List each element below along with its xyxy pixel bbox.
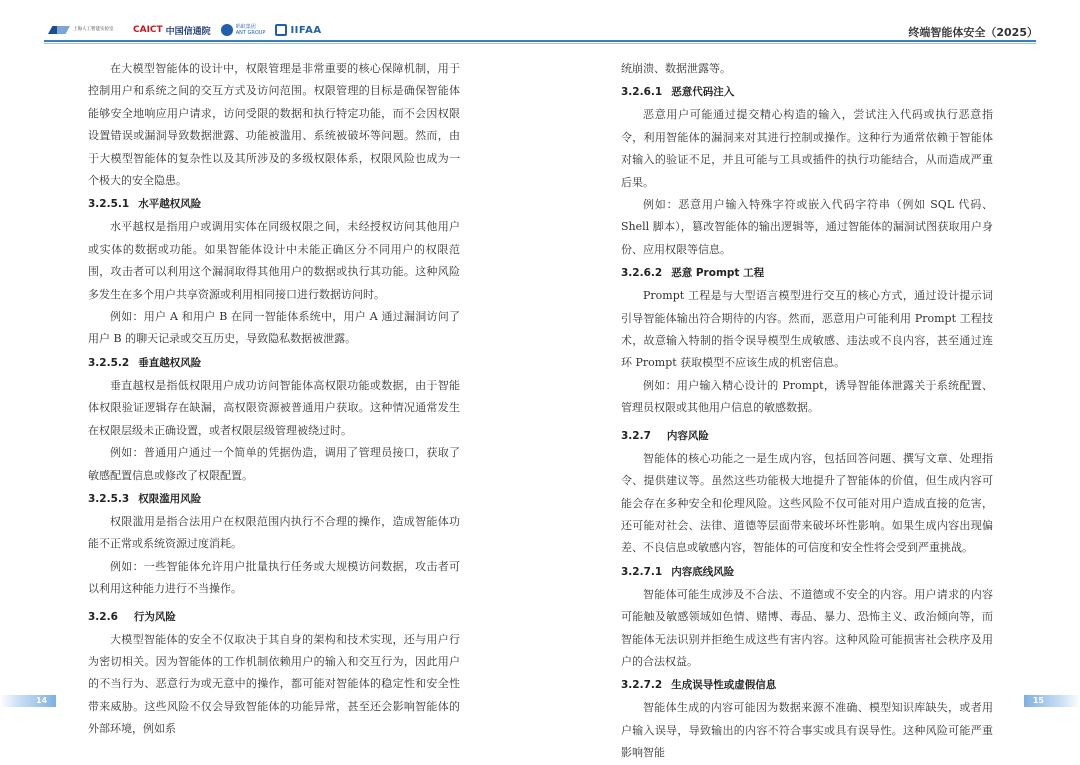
- ant-group-logo: [221, 24, 266, 36]
- footer-bar-left: [0, 695, 56, 707]
- paragraph: 在大模型智能体的设计中，权限管理是非常重要的核心保障机制，用于控制用户和系统之间的交互方式及访问范围。权限管理的目标是确保智能体能够安全地响应用户请求，访问受限的数据和执行特定功能，而不会因权限设置错误或漏洞导致数据泄露、功能被滥用、系统被破坏等问题。然而，由于大模型智能体的复杂性以及其所涉及的多级权限体系，权限风险也成为一个极大的安全隐患。: [88, 62, 460, 188]
- section-number: 3.2.7: [621, 429, 651, 442]
- section-number: 3.2.6.2: [621, 267, 663, 280]
- section-title: 恶意 Prompt 工程: [671, 267, 765, 280]
- paragraph-continued: 统崩溃、数据泄露等。: [621, 62, 731, 75]
- paragraph: 例如：用户输入精心设计的 Prompt，诱导智能体泄露关于系统配置、管理员权限或其他用户信息的敏感数据。: [621, 378, 993, 415]
- spacer: [88, 601, 460, 605]
- section-heading: [621, 262, 993, 285]
- caict-logo: [133, 24, 211, 37]
- paragraph: 例如：一些智能体允许用户批量执行任务或大规模访问数据，攻击者可以利用这种能力进行不当操作。: [88, 559, 460, 596]
- section-heading: [621, 674, 993, 697]
- section-number: 3.2.6.1: [621, 86, 663, 99]
- paragraph: 例如：用户 A 和用户 B 在同一智能体系统中，用户 A 通过漏洞访问了用户 B 的聊天记录或交互历史，导致隐私数据被泄露。: [88, 310, 460, 346]
- paragraph: Prompt 工程是与大型语言模型进行交互的核心方式，通过设计提示词引导智能体输出符合期待的内容。然而，恶意用户可能利用 Prompt 工程技术，故意输入特制的指令误导模型生成敏感、违法或不良内容，甚至通过连环 Prompt 获取模型不应该生成的机密信息。: [621, 289, 993, 370]
- caict-logo-text: CAICT: [133, 25, 163, 35]
- section-number: 3.2.7.1: [621, 565, 663, 578]
- left-page-column: [88, 58, 460, 741]
- paragraph: 权限滥用是指合法用户在权限范围内执行不合理的操作，造成智能体功能不正常或系统资源过度消耗。: [88, 514, 460, 551]
- section-title: 权限滥用风险: [138, 492, 202, 505]
- section-title: 内容风险: [666, 429, 709, 442]
- ant-group-logo-cn: 蚂蚁集团: [235, 24, 256, 30]
- caict-logo-cn-text: 中国信通院: [165, 26, 211, 37]
- paragraph: 水平越权是指用户或调用实体在同级权限之间，未经授权访问其他用户或实体的数据或功能。如果智能体设计中未能正确区分不同用户的权限范围，攻击者可以利用这个漏洞取得其他用户的数据或执行其功能。这种风险多发生在多个用户共享资源或利用相同接口进行数据访问时。: [88, 220, 460, 301]
- section-heading: [621, 81, 993, 104]
- section-title: 垂直越权风险: [138, 356, 202, 369]
- paragraph: 例如：恶意用户输入特殊字符或嵌入代码字符串（例如 SQL 代码、Shell 脚本），篡改智能体的输出逻辑等，通过智能体的漏洞试图获取用户身份、应用权限等信息。: [621, 198, 993, 256]
- section-title: 行为风险: [133, 610, 176, 623]
- paragraph: 大模型智能体的安全不仅取决于其自身的架构和技术实现，还与用户行为密切相关。因为智能体的工作机制依赖用户的输入和交互行为，因此用户的不当行为、恶意行为或无意中的操作，都可能对智能体的稳定性和安全性带来威胁。这些风险不仅会导致智能体的功能异常，甚至还会影响智能体的外部环境，例如系: [88, 632, 460, 736]
- paragraph: 智能体可能生成涉及不合法、不道德或不安全的内容。用户请求的内容可能触及敏感领域如色情、赌博、毒品、暴力、恐怖主义、政治倾向等，而智能体无法识别并拒绝生成这些有害内容。这种风险可能损害社会秩序及用户的合法权益。: [621, 587, 993, 668]
- iifaa-logo-text: IIFAA: [290, 24, 322, 36]
- paragraph: 例如：普通用户通过一个简单的凭据伪造，调用了管理员接口，获取了敏感配置信息或修改了权限配置。: [88, 446, 460, 482]
- partner-logos: [48, 20, 322, 40]
- ant-group-mark-icon: [221, 24, 233, 36]
- paragraph: 智能体生成的内容可能因为数据来源不准确、模型知识库缺失，或者用户输入误导，导致输出的内容不符合事实或具有误导性。这种风险可能严重影响智能: [621, 701, 993, 760]
- section-heading: [88, 193, 460, 216]
- spacer: [621, 420, 993, 424]
- page-number-left: 14: [36, 696, 48, 705]
- section-heading: [621, 425, 993, 448]
- paragraph: 恶意用户可能通过提交精心构造的输入，尝试注入代码或执行恶意指令，利用智能体的漏洞来对其进行控制或操作。这种行为通常依赖于智能体对输入的验证不足，并且可能与工具或插件的执行功能结合，从而造成严重后果。: [621, 108, 993, 189]
- header-divider: [44, 40, 1036, 42]
- right-page-column: [621, 58, 993, 765]
- section-heading: [88, 606, 460, 629]
- paragraph: 垂直越权是指低权限用户成功访问智能体高权限功能或数据，由于智能体权限验证逻辑存在缺漏，高权限资源被普通用户获取。这种情况通常发生在权限层级未正确设置，或者权限层级管理被绕过时。: [88, 378, 460, 437]
- section-title: 内容底线风险: [671, 565, 735, 578]
- section-heading: [88, 488, 460, 511]
- section-number: 3.2.5.1: [88, 198, 130, 211]
- section-heading: [621, 561, 993, 584]
- section-number: 3.2.5.2: [88, 356, 130, 369]
- section-title: 水平越权风险: [138, 198, 202, 211]
- shanghai-ai-lab-mark-icon: [48, 26, 70, 34]
- header-divider-secondary: [44, 43, 1036, 44]
- shanghai-ai-lab-logo: [48, 26, 123, 34]
- section-title: 生成误导性或虚假信息: [671, 679, 777, 692]
- iifaa-logo: [275, 24, 321, 36]
- ant-group-logo-en: ANT GROUP: [235, 30, 266, 36]
- document-title: 终端智能体安全（2025）: [908, 26, 1038, 39]
- page-number-right: 15: [1032, 696, 1044, 705]
- iifaa-mark-icon: [275, 24, 287, 36]
- section-number: 3.2.6: [88, 610, 118, 623]
- shanghai-ai-lab-logo-text: 上海人工智能实验室: [73, 27, 114, 33]
- section-number: 3.2.5.3: [88, 492, 130, 505]
- page-header: [0, 0, 1080, 42]
- section-number: 3.2.7.2: [621, 679, 663, 692]
- ant-group-logo-text: [236, 24, 266, 36]
- section-title: 恶意代码注入: [671, 86, 735, 99]
- paragraph: 智能体的核心功能之一是生成内容，包括回答问题、撰写文章、处理指令、提供建议等。虽然这些功能极大地提升了智能体的价值，但生成内容可能会存在多种安全和伦理风险。这些风险不仅可能对用户造成直接的危害，还可能对社会、法律、道德等层面带来破坏坏性影响。如果生成内容出现偏差、不良信息或敏感内容，智能体的可信度和安全性将会受到严重挑战。: [621, 451, 993, 555]
- section-heading: [88, 352, 460, 375]
